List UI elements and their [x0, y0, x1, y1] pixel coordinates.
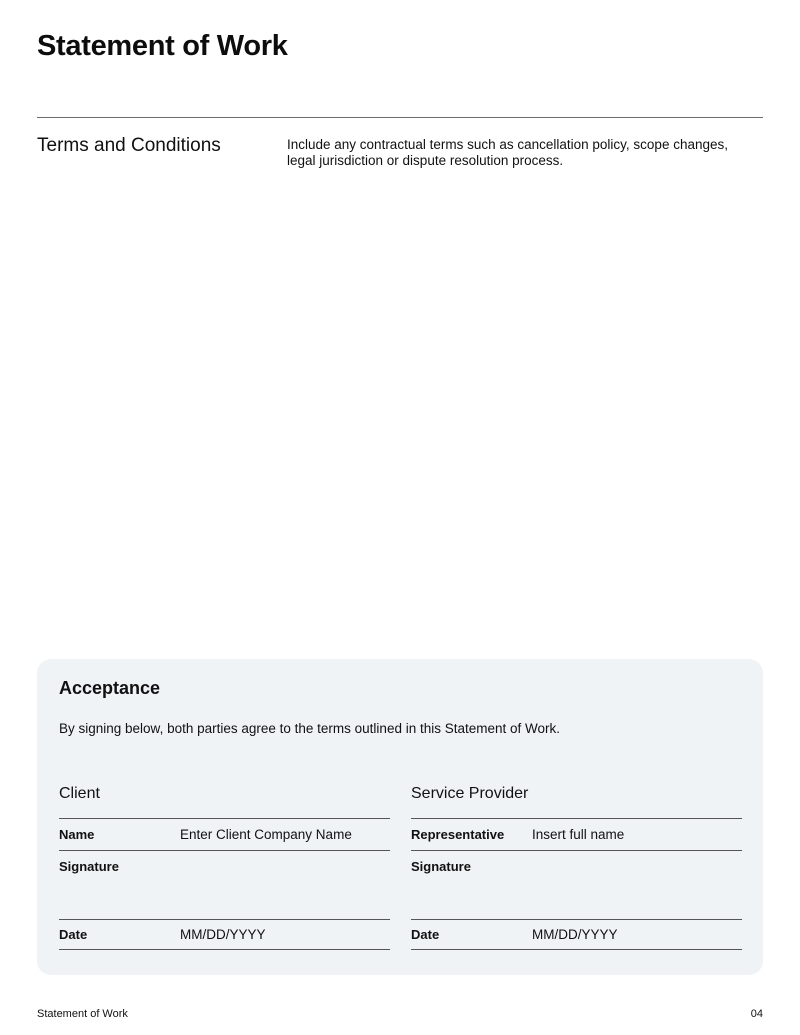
provider-signature-field[interactable]: [411, 851, 742, 919]
acceptance-title: Acceptance: [59, 678, 161, 698]
divider: [411, 949, 742, 950]
client-name-label: Name: [59, 827, 95, 842]
provider-signature-block: [411, 785, 742, 950]
client-signature-field[interactable]: [59, 851, 390, 919]
client-signature-label: Signature: [59, 859, 119, 874]
acceptance-panel: [37, 659, 763, 975]
title-divider: [37, 117, 763, 118]
client-date-field[interactable]: MM/DD/YYYY: [180, 927, 266, 942]
provider-name-row: [411, 819, 742, 850]
acceptance-description: By signing below, both parties agree to the terms outlined in this Statement of Work.: [59, 721, 561, 736]
provider-date-field[interactable]: MM/DD/YYYY: [532, 927, 618, 942]
client-date-row: [59, 920, 390, 949]
terms-body: Include any contractual terms such as cancellation policy, scope changes, legal jurisdiction or dispute resolution process.: [287, 137, 728, 168]
client-signature-block: [59, 785, 390, 950]
provider-signature-label: Signature: [411, 859, 471, 874]
provider-title: Service Provider: [411, 785, 529, 802]
provider-name-label: Representative: [411, 827, 505, 842]
client-title: Client: [59, 785, 100, 802]
client-name-row: [59, 819, 390, 850]
page-title: Statement of Work: [37, 30, 288, 62]
provider-date-row: [411, 920, 742, 949]
footer-page-number: 04: [750, 1008, 763, 1020]
client-name-field[interactable]: Enter Client Company Name: [180, 827, 352, 842]
divider: [59, 949, 390, 950]
client-date-label: Date: [59, 927, 88, 942]
footer-doc-name: Statement of Work: [37, 1008, 128, 1020]
provider-date-label: Date: [411, 927, 440, 942]
terms-heading: Terms and Conditions: [37, 135, 221, 156]
provider-name-field[interactable]: Insert full name: [532, 827, 625, 842]
